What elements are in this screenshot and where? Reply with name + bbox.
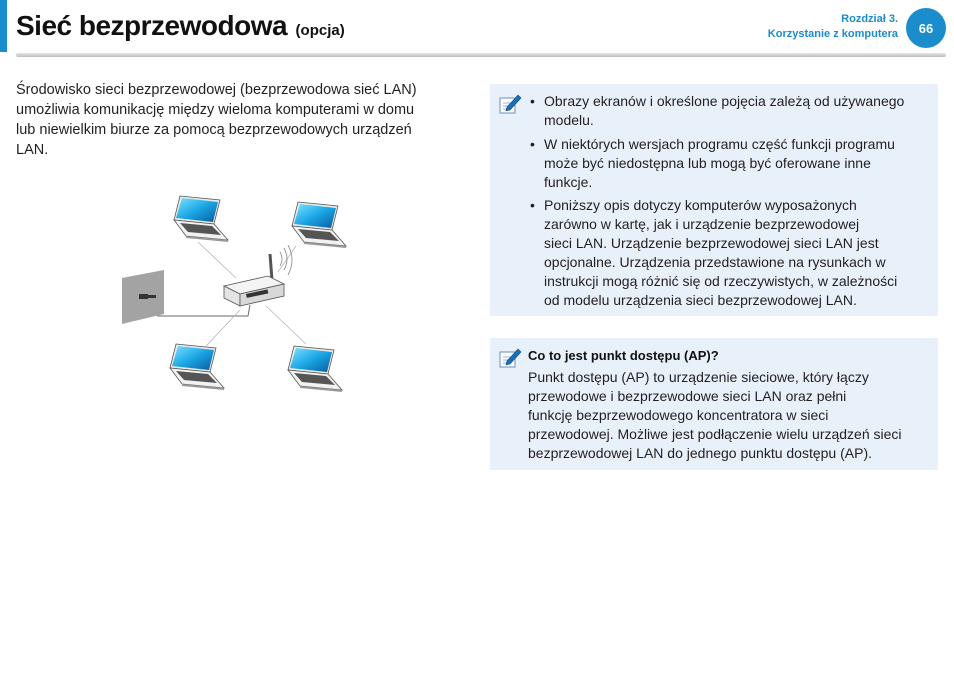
note-line: przewodowe i bezprzewodowe sieci LAN oraz pełni bbox=[528, 388, 847, 404]
note-line: funkcje. bbox=[544, 173, 593, 190]
intro-line: LAN. bbox=[16, 142, 49, 158]
diagram-link-line bbox=[266, 306, 306, 344]
note-line: od modelu urządzenia sieci bezprzewodowej LAN. bbox=[544, 292, 857, 308]
list-item bbox=[518, 196, 926, 310]
laptop-icon bbox=[170, 344, 224, 390]
header-accent-bar bbox=[0, 0, 7, 52]
note-heading: Co to jest punkt dostępu (AP)? bbox=[528, 348, 719, 363]
page-number-badge: 66 bbox=[906, 8, 946, 48]
note-pencil-icon bbox=[498, 346, 522, 370]
intro-line: lub niewielkim biurze za pomocą bezprzewodowych urządzeń bbox=[16, 122, 412, 138]
note-line: W niektórych wersjach programu część funkcji programu bbox=[544, 135, 895, 152]
laptop-icon bbox=[174, 196, 228, 242]
bullet: • bbox=[530, 135, 535, 152]
wireless-network-diagram bbox=[118, 190, 368, 410]
note-line: sieci LAN. Urządzenie bezprzewodowej sieci LAN jest bbox=[544, 235, 879, 251]
note-line: Obrazy ekranów i określone pojęcia zależą od używanego bbox=[544, 93, 905, 109]
note-list bbox=[518, 92, 926, 310]
bullet: • bbox=[530, 197, 535, 213]
note-line: funkcję bezprzewodowego koncentratora w sieci bbox=[528, 407, 829, 423]
note-box-access-point bbox=[490, 338, 938, 470]
page-title-main: Sieć bezprzewodowa bbox=[16, 10, 288, 41]
bullet: • bbox=[530, 93, 535, 109]
laptop-icon bbox=[288, 346, 342, 392]
chapter-info bbox=[768, 12, 898, 42]
header-divider bbox=[16, 53, 946, 57]
intro-paragraph bbox=[16, 80, 456, 160]
intro-line: Środowisko sieci bezprzewodowej (bezprzewodowa sieć LAN) bbox=[16, 82, 417, 98]
diagram-link-line bbox=[198, 242, 236, 278]
note-line: Punkt dostępu (AP) to urządzenie sieciowe, który łączy bbox=[528, 369, 869, 385]
note-line: instrukcji mogą różnić się od rzeczywistych, w zależności bbox=[544, 273, 898, 289]
note-body bbox=[528, 368, 928, 463]
page-title bbox=[16, 10, 345, 42]
laptop-icon bbox=[292, 202, 346, 248]
note-box-general bbox=[490, 84, 938, 316]
note-line: Poniższy opis dotyczy komputerów wyposażonych bbox=[544, 197, 857, 213]
note-line: przewodowej. Możliwe jest podłączenie wielu urządzeń sieci bbox=[528, 426, 902, 442]
diagram-link-line bbox=[206, 310, 240, 346]
note-line: modelu. bbox=[544, 112, 594, 128]
list-item bbox=[518, 135, 926, 192]
note-line: opcjonalne. Urządzenia przedstawione na rysunkach w bbox=[544, 254, 886, 270]
page-title-suffix: (opcja) bbox=[295, 22, 345, 39]
note-line: zarówno w kartę, jak i urządzenie bezprzewodowej bbox=[544, 216, 860, 232]
note-line: może być niedostępna lub mogą być oferowane inne bbox=[544, 154, 871, 171]
note-line: bezprzewodowej LAN do jednego punktu dostępu (AP). bbox=[528, 445, 872, 461]
intro-line: umożliwia komunikację między wieloma komputerami w domu bbox=[16, 102, 415, 118]
access-point-router-icon bbox=[224, 245, 292, 306]
list-item bbox=[518, 92, 926, 130]
chapter-name: Korzystanie z komputera bbox=[767, 28, 898, 40]
chapter-label: Rozdział 3. bbox=[841, 13, 898, 25]
